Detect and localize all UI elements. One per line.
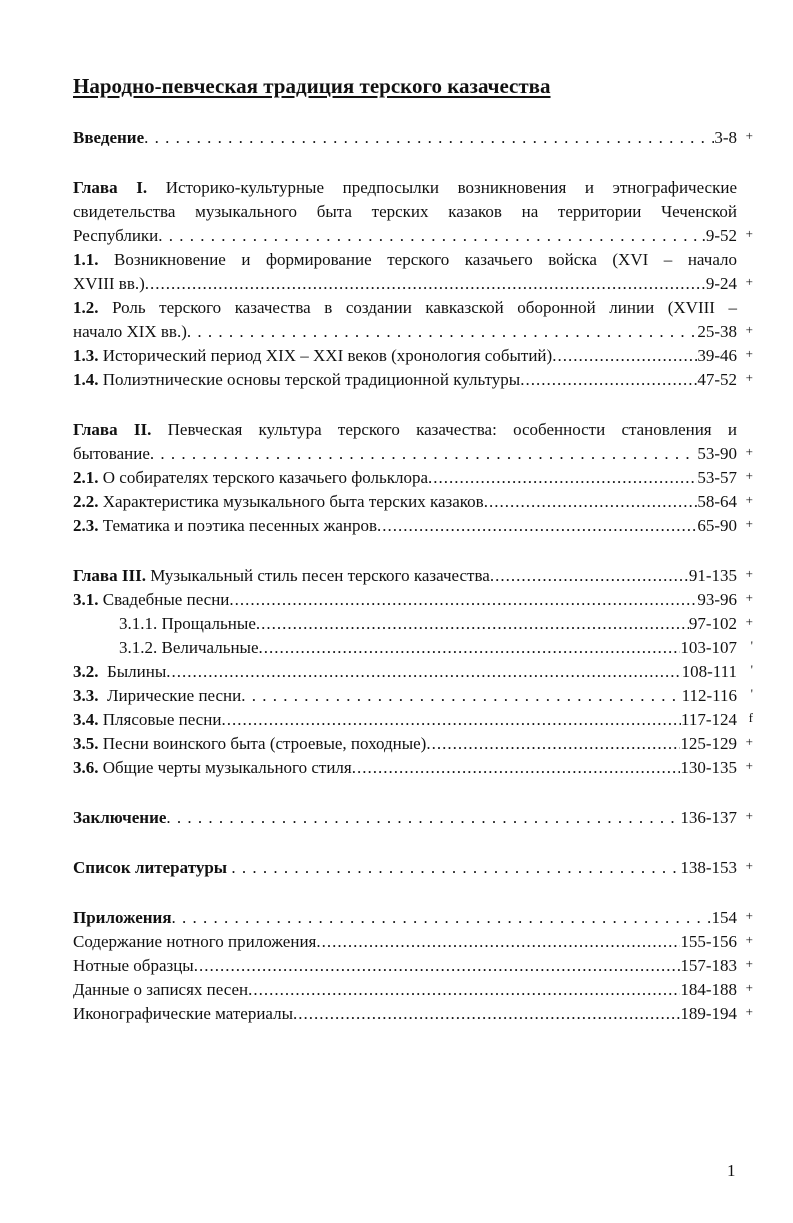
toc-entry-section: 3.3. Лирические песни . . . 112-116 ' — [73, 684, 737, 708]
toc-entry-appendix-item: Содержание нотного приложения ..... 155-156 + — [73, 930, 737, 954]
handwritten-mark: + — [745, 980, 753, 995]
table-of-contents — [73, 126, 753, 1026]
toc-entry-section: 1.1. Возникновение и формирование терского казачьего войска (XVI – начало — [73, 250, 738, 269]
toc-entry-section: 1.2. Роль терского казачества в создании кавказской оборонной линии (XVIII – — [73, 298, 738, 317]
handwritten-mark: + — [745, 956, 753, 971]
handwritten-mark: + — [745, 346, 753, 361]
toc-entry-section: 3.1. Свадебные песни ..... 93-96 + — [73, 588, 737, 612]
toc-entry-section: 3.4. Плясовые песни ..... 117-124 f — [73, 708, 737, 732]
toc-entry-section: 3.2. Былины ..... 108-111 ' — [73, 660, 737, 684]
toc-entry-section: 1.3. Исторический период XIX – XXI веков (хронология событий) ..... 39-46 + — [73, 344, 737, 368]
handwritten-mark: + — [745, 226, 753, 241]
handwritten-mark: + — [745, 274, 753, 289]
handwritten-mark: + — [745, 758, 753, 773]
toc-entry-section: 2.1. О собирателях терского казачьего фольклора ..... 53-57 + — [73, 466, 737, 490]
handwritten-mark: + — [745, 322, 753, 337]
toc-entry-introduction: Введение . . . 3-8 + — [73, 126, 737, 150]
handwritten-mark: ' — [750, 662, 753, 677]
toc-entry-bibliography: Список литературы . . . 138-153 + — [73, 856, 737, 880]
handwritten-mark: f — [748, 710, 753, 725]
toc-entry-section: 2.2. Характеристика музыкального быта терских казаков ..... 58-64 + — [73, 490, 737, 514]
toc-entry-section: 3.5. Песни воинского быта (строевые, походные) ..... 125-129 + — [73, 732, 737, 756]
handwritten-mark: + — [745, 1004, 753, 1019]
page-number: 1 — [727, 1161, 736, 1180]
handwritten-mark: + — [745, 858, 753, 873]
handwritten-mark: + — [745, 734, 753, 749]
toc-entry-section: 3.6. Общие черты музыкального стиля ..... 130-135 + — [73, 756, 737, 780]
chapter-1-heading-line: Глава I. Историко-культурные предпосылки возникновения и этнографические — [73, 178, 738, 197]
handwritten-mark: + — [745, 932, 753, 947]
handwritten-mark: + — [745, 468, 753, 483]
handwritten-mark: + — [745, 128, 753, 143]
handwritten-mark: ' — [750, 686, 753, 701]
toc-entry-chapter-1: Республики . . . . .9-52 + — [73, 224, 737, 248]
toc-entry-appendix-item: Данные о записях песен ..... 184-188 + — [73, 978, 737, 1002]
toc-entry-chapter-2: бытование . . . 53-90 + — [73, 442, 737, 466]
toc-entry-section: 2.3. Тематика и поэтика песенных жанров ..... 65-90 + — [73, 514, 737, 538]
handwritten-mark: + — [745, 808, 753, 823]
toc-entry-section: XVIII вв.) ..... 9-24 + — [73, 272, 737, 296]
toc-entry-appendix: Приложения . . . 154 + — [73, 906, 737, 930]
toc-entry-chapter-3: Глава III. Музыкальный стиль песен терского казачества ..... 91-135 + — [73, 564, 737, 588]
toc-entry-section: 1.4. Полиэтнические основы терской традиционной культуры ..... 47-52 + — [73, 368, 737, 392]
toc-entry-subsection: 3.1.1. Прощальные ..... 97-102 + — [73, 612, 737, 636]
handwritten-mark: ' — [750, 638, 753, 653]
handwritten-mark: + — [745, 444, 753, 459]
handwritten-mark: + — [745, 370, 753, 385]
chapter-1-heading-line: свидетельства музыкального быта терских казаков на территории Чеченской — [73, 202, 737, 221]
toc-entry-subsection: 3.1.2. Величальные ..... 103-107 ' — [73, 636, 737, 660]
toc-entry-section: начало XIX вв.) . . . 25-38 + — [73, 320, 737, 344]
handwritten-mark: + — [745, 908, 753, 923]
handwritten-mark: + — [745, 492, 753, 507]
chapter-2-heading-line: Глава II. Певческая культура терского казачества: особенности становления и — [73, 420, 737, 439]
document-title: Народно-певческая традиция терского казачества — [73, 74, 551, 98]
toc-entry-appendix-item: Иконографические материалы ..... 189-194 + — [73, 1002, 737, 1026]
handwritten-mark: + — [745, 590, 753, 605]
handwritten-mark: + — [745, 566, 753, 581]
toc-entry-conclusion: Заключение . . . 136-137 + — [73, 806, 737, 830]
toc-entry-appendix-item: Нотные образцы ..... 157-183 + — [73, 954, 737, 978]
handwritten-mark: + — [745, 516, 753, 531]
handwritten-mark: + — [745, 614, 753, 629]
